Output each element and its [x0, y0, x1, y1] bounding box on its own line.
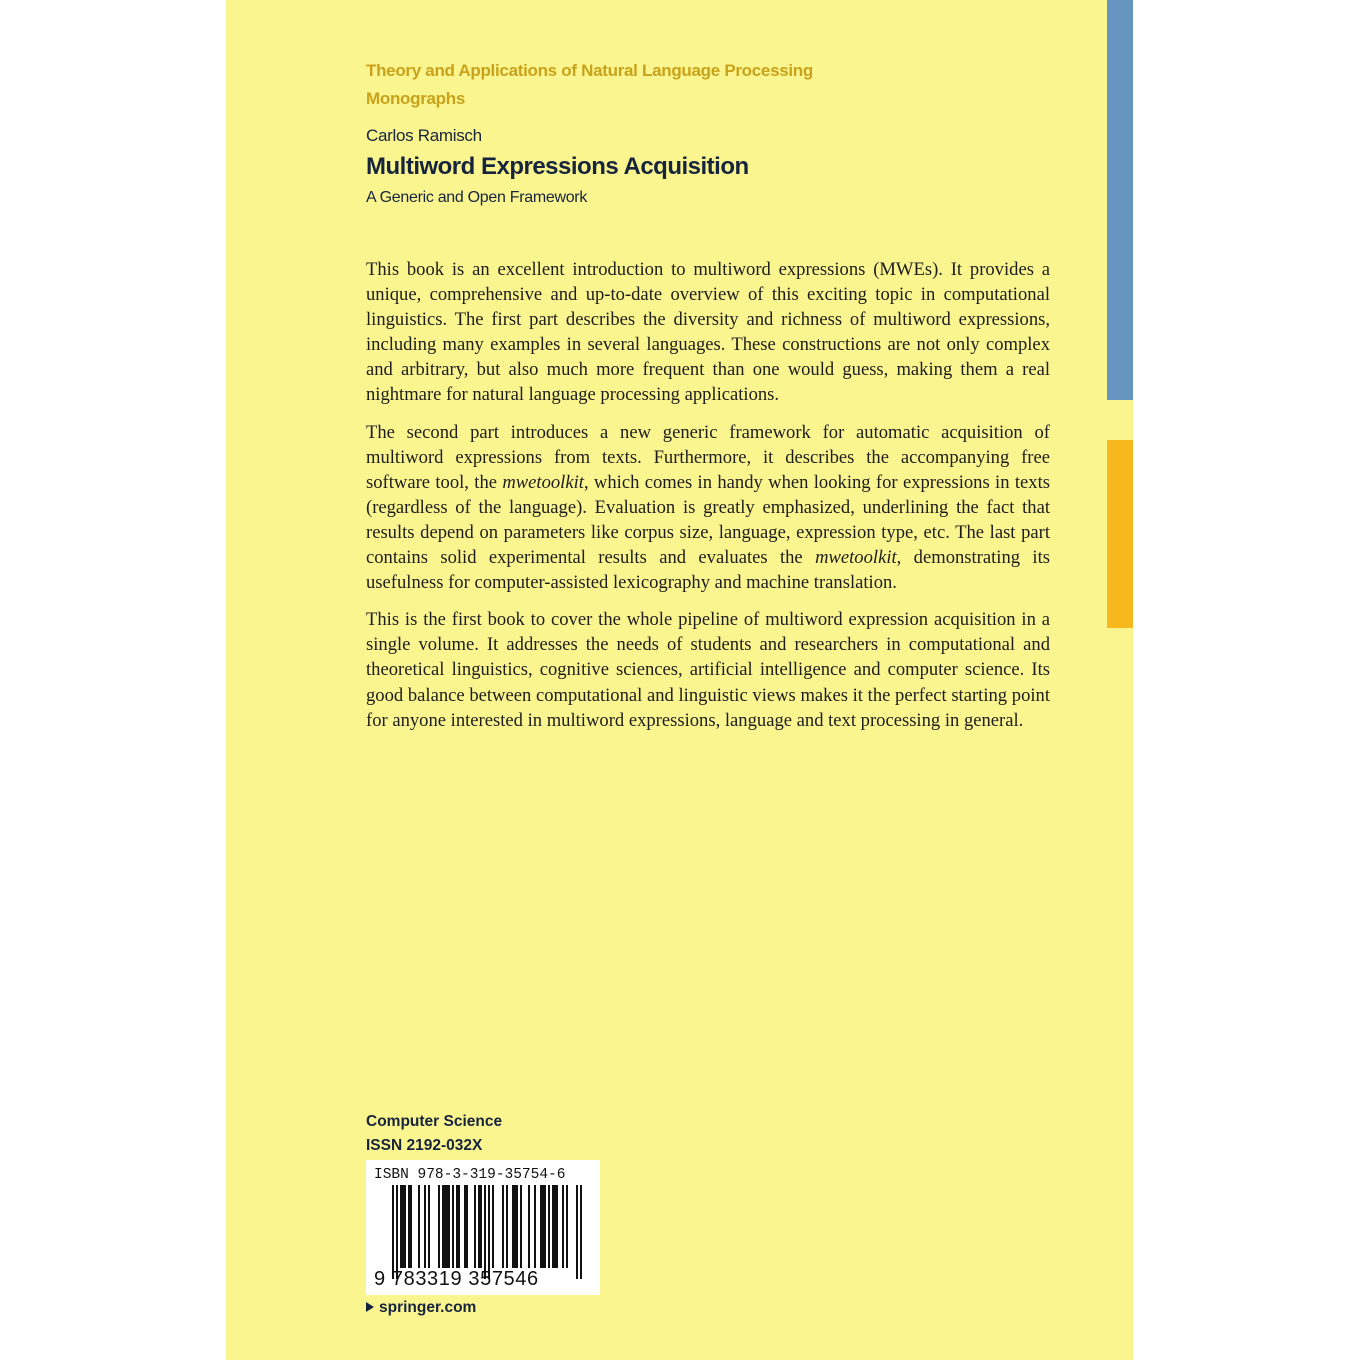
- barcode-bar: [466, 1185, 468, 1268]
- book-title: Multiword Expressions Acquisition: [366, 153, 749, 180]
- barcode-digits: 9 783319 357546: [374, 1268, 539, 1290]
- barcode-bar: [458, 1185, 460, 1268]
- barcode-bar: [452, 1185, 454, 1268]
- book-subtitle: A Generic and Open Framework: [366, 189, 588, 206]
- barcode-bar: [444, 1185, 446, 1268]
- barcode-bar: [448, 1185, 450, 1268]
- barcode-bar: [514, 1185, 516, 1268]
- barcode-bar: [428, 1185, 430, 1268]
- barcode-bar: [396, 1185, 398, 1279]
- barcode-bar: [418, 1185, 420, 1268]
- tool-name: mwetoolkit: [815, 547, 897, 569]
- barcode-bar: [438, 1185, 440, 1268]
- barcode-bar: [556, 1185, 558, 1268]
- website-label: springer.com: [379, 1299, 477, 1316]
- barcode: [366, 1160, 600, 1295]
- barcode-bar: [554, 1185, 556, 1268]
- stripe-orange: [1107, 440, 1133, 628]
- issn: ISSN 2192-032X: [366, 1137, 483, 1154]
- barcode-bar: [506, 1185, 508, 1268]
- barcode-bar: [404, 1185, 406, 1268]
- barcode-bar: [528, 1185, 530, 1268]
- book-back-cover: [226, 0, 1133, 1360]
- barcode-bar: [464, 1185, 466, 1268]
- series-title-line1: Theory and Applications of Natural Language Processing: [366, 61, 813, 80]
- stripe-pale: [1107, 400, 1133, 440]
- barcode-bar: [580, 1185, 582, 1279]
- stripe-blue: [1107, 0, 1133, 400]
- barcode-bar: [520, 1185, 522, 1268]
- website-link[interactable]: [366, 1299, 476, 1317]
- barcode-bar: [392, 1185, 394, 1279]
- barcode-bar: [442, 1185, 444, 1268]
- blurb-p2-text-b: , which comes in handy when looking for expressions in texts (regardless of the language). Evaluation is greatly emphasized, underlining the fact that results depend on parameters like corpus size, language, expression type, etc. The last part contains solid experimental results and evaluates the: [366, 471, 1050, 569]
- isbn-label: ISBN 978-3-319-35754-6: [374, 1167, 566, 1183]
- barcode-bar: [480, 1185, 482, 1268]
- barcode-bar: [540, 1185, 542, 1268]
- barcode-bar: [516, 1185, 518, 1268]
- blurb: [366, 257, 1050, 745]
- barcode-bar: [512, 1185, 514, 1268]
- blurb-p2-text-c: , demonstrating its usefulness for computer-assisted lexicography and machine translation.: [366, 547, 1050, 594]
- author-name: Carlos Ramisch: [366, 126, 482, 145]
- barcode-bar: [502, 1185, 504, 1268]
- barcode-bar: [534, 1185, 536, 1268]
- barcode-bar: [542, 1185, 544, 1268]
- barcode-bar: [576, 1185, 578, 1279]
- barcode-bar: [456, 1185, 458, 1268]
- barcode-bar: [424, 1185, 426, 1268]
- barcode-bar: [474, 1185, 476, 1268]
- subject-category: Computer Science: [366, 1113, 503, 1130]
- barcode-bar: [566, 1185, 568, 1268]
- barcode-bar: [492, 1185, 494, 1268]
- blurb-p2-text-a: The second part introduces a new generic framework for automatic acquisition of multiword expressions from texts. Furthermore, it describes the accompanying free software tool, the: [366, 421, 1050, 493]
- triangle-right-icon: [366, 1302, 374, 1312]
- barcode-bar: [488, 1185, 490, 1279]
- barcode-bar: [400, 1185, 402, 1268]
- tool-name: mwetoolkit: [502, 471, 584, 493]
- barcode-bar: [484, 1185, 486, 1279]
- blurb-paragraph-1: This book is an excellent introduction to multiword expressions (MWEs). It provides a unique, comprehensive and up-to-date overview of this exciting topic in computational linguistics. The first part describes the diversity and richness of multiword expressions, including many examples in several languages. These constructions are not only complex and arbitrary, but also much more frequent than one would guess, making them a real nightmare for natural language processing applications.: [366, 259, 1050, 406]
- barcode-bar: [548, 1185, 550, 1268]
- barcode-bar: [446, 1185, 448, 1268]
- blurb-paragraph-2: [366, 420, 1050, 596]
- barcode-bar: [478, 1185, 480, 1268]
- barcode-bar: [544, 1185, 546, 1268]
- barcode-bar: [562, 1185, 564, 1268]
- barcode-bar: [410, 1185, 412, 1268]
- blurb-paragraph-3: This is the first book to cover the whole pipeline of multiword expression acquisition in a single volume. It addresses the needs of students and researchers in computational and theoretical linguistics, cognitive sciences, artificial intelligence and computer science. Its good balance between computational and linguistic views makes it the perfect starting point for anyone interested in multiword expressions, language and text processing in general.: [366, 609, 1050, 731]
- barcode-bar: [408, 1185, 410, 1268]
- barcode-bar: [402, 1185, 404, 1268]
- barcode-bar: [552, 1185, 554, 1268]
- series-title-line2: Monographs: [366, 89, 465, 108]
